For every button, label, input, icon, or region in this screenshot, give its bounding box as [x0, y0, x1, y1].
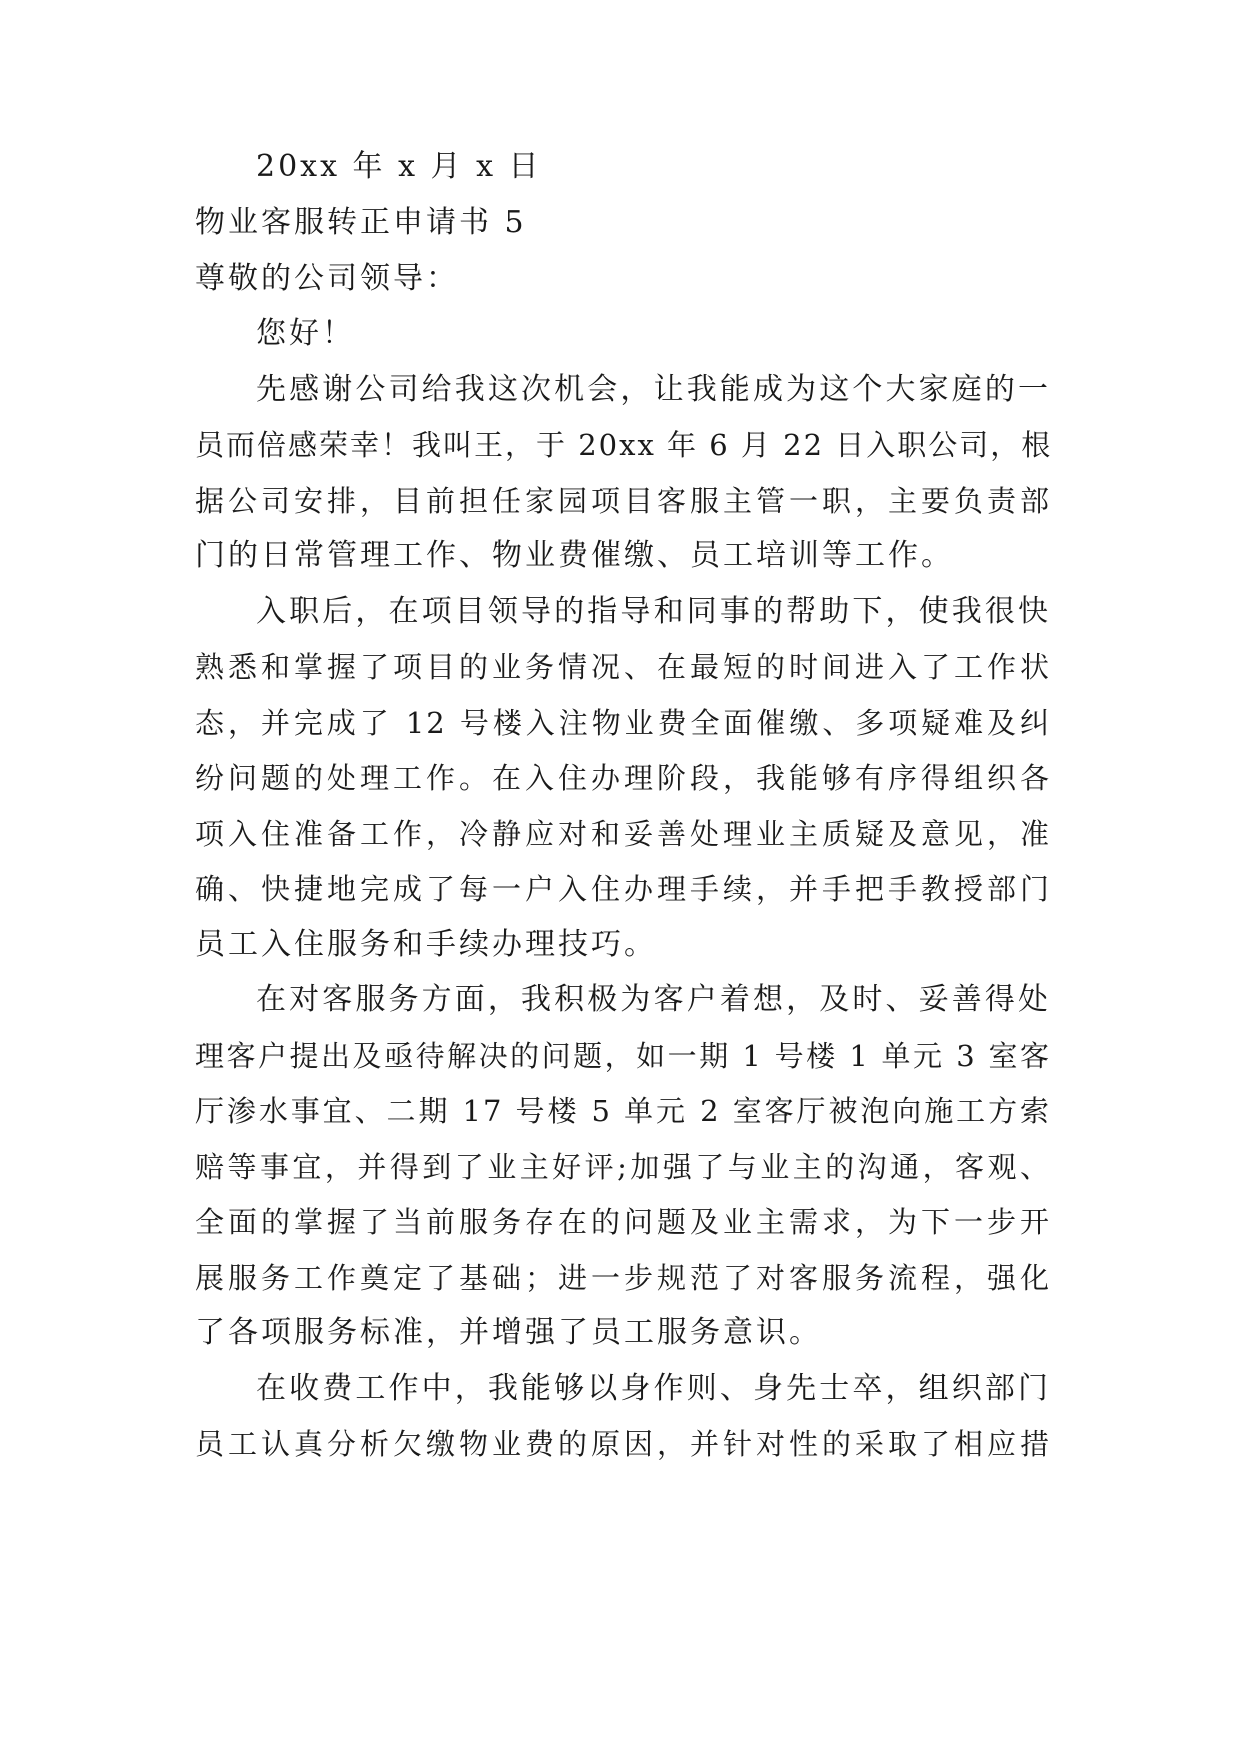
paragraph-line: 项入住准备工作，冷静应对和妥善处理业主质疑及意见，准	[195, 817, 1051, 851]
paragraph-line: 展服务工作奠定了基础；进一步规范了对客服务流程，强化	[195, 1261, 1051, 1295]
paragraph-line: 赔等事宜，并得到了业主好评;加强了与业主的沟通，客观、	[195, 1150, 1051, 1184]
paragraph-line: 纷问题的处理工作。在入住办理阶段，我能够有序得组织各	[195, 761, 1051, 795]
paragraph-line: 先感谢公司给我这次机会，让我能成为这个大家庭的一	[256, 372, 1051, 407]
document-date: 20xx 年 x 月 x 日	[256, 149, 542, 184]
paragraph-line: 员工认真分析欠缴物业费的原因，并针对性的采取了相应措	[195, 1427, 1051, 1461]
paragraph-line: 门的日常管理工作、物业费催缴、员工培训等工作。	[195, 538, 954, 573]
paragraph-line: 据公司安排，目前担任家园项目客服主管一职，主要负责部	[195, 484, 1051, 518]
paragraph-line: 入职后，在项目领导的指导和同事的帮助下，使我很快	[256, 594, 1051, 629]
paragraph-line: 全面的掌握了当前服务存在的问题及业主需求，为下一步开	[195, 1205, 1051, 1239]
paragraph-line: 在对客服务方面，我积极为客户着想，及时、妥善得处	[256, 982, 1051, 1017]
greeting: 您好！	[256, 316, 355, 351]
paragraph-line: 确、快捷地完成了每一户入住办理手续，并手把手教授部门	[195, 872, 1051, 906]
paragraph-line: 了各项服务标准，并增强了员工服务意识。	[195, 1315, 822, 1350]
paragraph-line: 熟悉和掌握了项目的业务情况、在最短的时间进入了工作状	[195, 650, 1051, 684]
paragraph-line: 理客户提出及亟待解决的问题，如一期 1 号楼 1 单元 3 室客	[195, 1039, 1051, 1073]
document-title: 物业客服转正申请书 5	[195, 205, 527, 240]
paragraph-line: 员工入住服务和手续办理技巧。	[195, 927, 657, 962]
paragraph-line: 在收费工作中，我能够以身作则、身先士卒，组织部门	[256, 1371, 1051, 1406]
salutation: 尊敬的公司领导：	[195, 261, 459, 296]
paragraph-line: 态，并完成了 12 号楼入注物业费全面催缴、多项疑难及纠	[195, 706, 1051, 740]
paragraph-line: 厅渗水事宜、二期 17 号楼 5 单元 2 室客厅被泡向施工方索	[195, 1094, 1051, 1128]
paragraph-line: 员而倍感荣幸！我叫王，于 20xx 年 6 月 22 日入职公司，根	[195, 428, 1053, 462]
